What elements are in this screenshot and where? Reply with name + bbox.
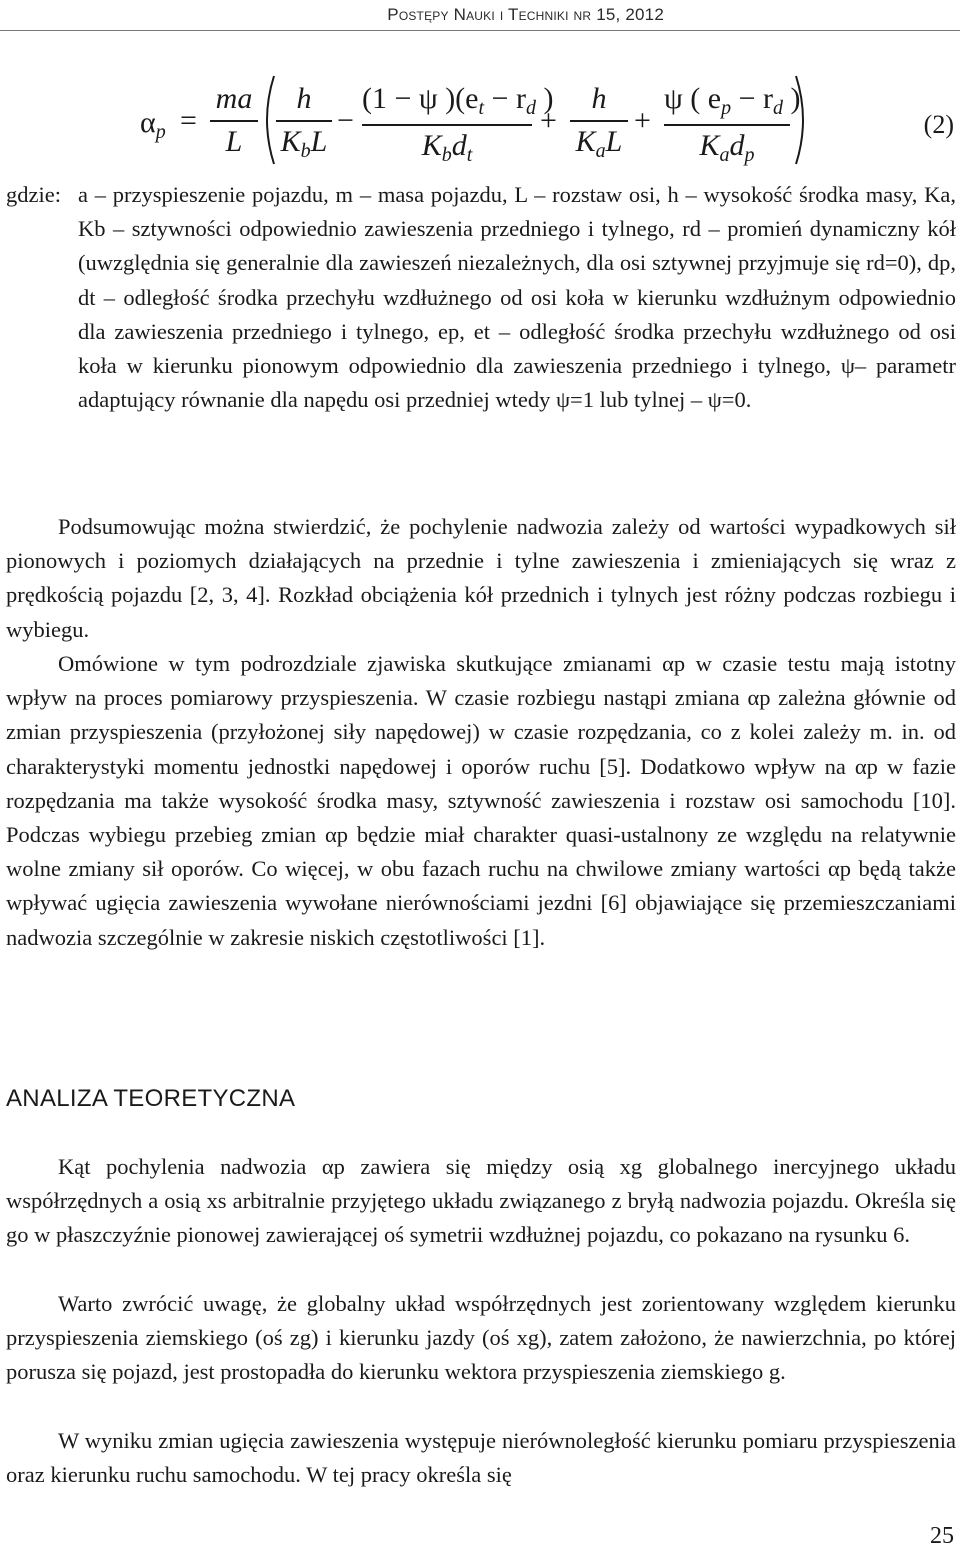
paragraph-3: Kąt pochylenia nadwozia αp zawiera się między osią xg globalnego inercyjnego układu współrzędnych a osią xs arbitralnie przyjętego układu związanego z bryłą nadwozia pojazdu. Określa się go w płaszczyźnie pionowej zawierającej oś symetrii wzdłużnej pojazdu, co pokazano na rysunku 6. [6, 1154, 956, 1248]
eq-plus-1: + [540, 104, 557, 137]
paragraph-5: W wyniku zmian ugięcia zawieszenia występuje nierównoległość kierunku pomiaru przyspieszenia oraz kierunku ruchu samochodu. W tej pracy określa się [6, 1428, 956, 1488]
page-number: 25 [930, 1523, 954, 1549]
definitions-lead: gdzie: [6, 182, 61, 207]
paragraph-4: Warto zwrócić uwagę, że globalny układ współrzędnych jest zorientowany względem kierunku przyspieszenia ziemskiego (oś zg) i kierunku jazdy (oś xg), zatem założono, że nawierzchnia, po której porusza się pojazd, jest prostopadła do kierunku wektora przyspieszenia ziemskiego g. [6, 1291, 956, 1385]
eq-plus-2: + [634, 104, 651, 137]
running-header: Postępy Nauki i Techniki nr 15, 2012 [387, 5, 664, 24]
eq-equals: = [180, 104, 197, 137]
equation-2 [0, 70, 960, 170]
eq-frac-h-KaL: h $K_aL$ [570, 82, 628, 163]
symbol-definitions [6, 178, 956, 417]
paragraph-1: Podsumowując można stwierdzić, że pochylenie nadwozia zależy od wartości wypadkowych sił pionowych i poziomych działających na przednie i tylne zawieszenia i zmieniających się wraz z prędkością pojazdu [2, 3, 4]. Rozkład obciążenia kół przednich i tylnych jest różny podczas rozbiegu i wybiegu. [6, 514, 956, 642]
eq-lhs: $\alpha_p$ [140, 106, 166, 143]
section-title: ANALIZA TEORETYCZNA [6, 1085, 296, 1112]
header-rule [0, 30, 960, 31]
definitions-text: a – przyspieszenie pojazdu, m – masa pojazdu, L – rozstaw osi, h – wysokość środka masy, Ka, Kb – sztywności odpowiednio zawieszenia przedniego i tylnego, rd – promień dynamiczny kół (uwzględnia się generalnie dla zawieszeń niezależnych, dla osi sztywnej przyjmuje się rd=0), dp, dt – odległość środka przechyłu wzdłużnego od osi koła w kierunku wzdłużnym odpowiednio dla zawieszenia przedniego i tylnego, ep, et – odległość środka przechyłu wzdłużnego od osi koła w kierunku pionowym odpowiednio dla zawieszenia przedniego i tylnego, ψ– parametr adaptujący równanie dla napędu osi przedniej wtedy ψ=1 lub tylnej – ψ=0. [78, 182, 956, 413]
eq-frac-ma-L: ma L [210, 82, 258, 159]
eq-frac-h-KbL: h $K_bL$ [276, 82, 332, 163]
eq-right-paren [792, 74, 812, 166]
eq-frac-psi-et-rd: (1 − ψ )($e_t - r_d$ ) $K_bd_t$ [362, 82, 554, 166]
paragraph-2: Omówione w tym podrozdziale zjawiska skutkujące zmianami αp w czasie testu mają istotny wpływ na proces pomiarowy przyspieszenia. W czasie rozbiegu nastąpi zmiana αp zależna głównie od zmian przyspieszenia (przyłożonej siły napędowej) w czasie rozpędzania, co z kolei zależy m. in. od charakterystyki momentu jednostki napędowej i oporów ruchu [5]. Dodatkowo wpływ na αp w fazie rozpędzania ma także wysokość środka masy, sztywność zawieszenia i rozstaw osi samochodu [10]. Podczas wybiegu przebieg zmian αp będzie miał charakter quasi-ustalnony ze względu na relatywnie wolne zmiany sił oporów. Co więcej, w obu fazach ruchu na chwilowe zmiany wartości αp będą także wpływać ugięcia zawieszenia wywołane nierównościami jezdni [6] objawiające się przemieszczaniami nadwozia szczególnie w zakresie niskich częstotliwości [1]. [6, 651, 956, 950]
eq-left-paren [258, 74, 278, 166]
eq-minus: − [337, 104, 354, 137]
equation-number: (2) [923, 110, 954, 139]
eq-frac-psi-ep-rd: ψ ( $e_p - r_d$ ) $K_ad_p$ [664, 82, 801, 166]
